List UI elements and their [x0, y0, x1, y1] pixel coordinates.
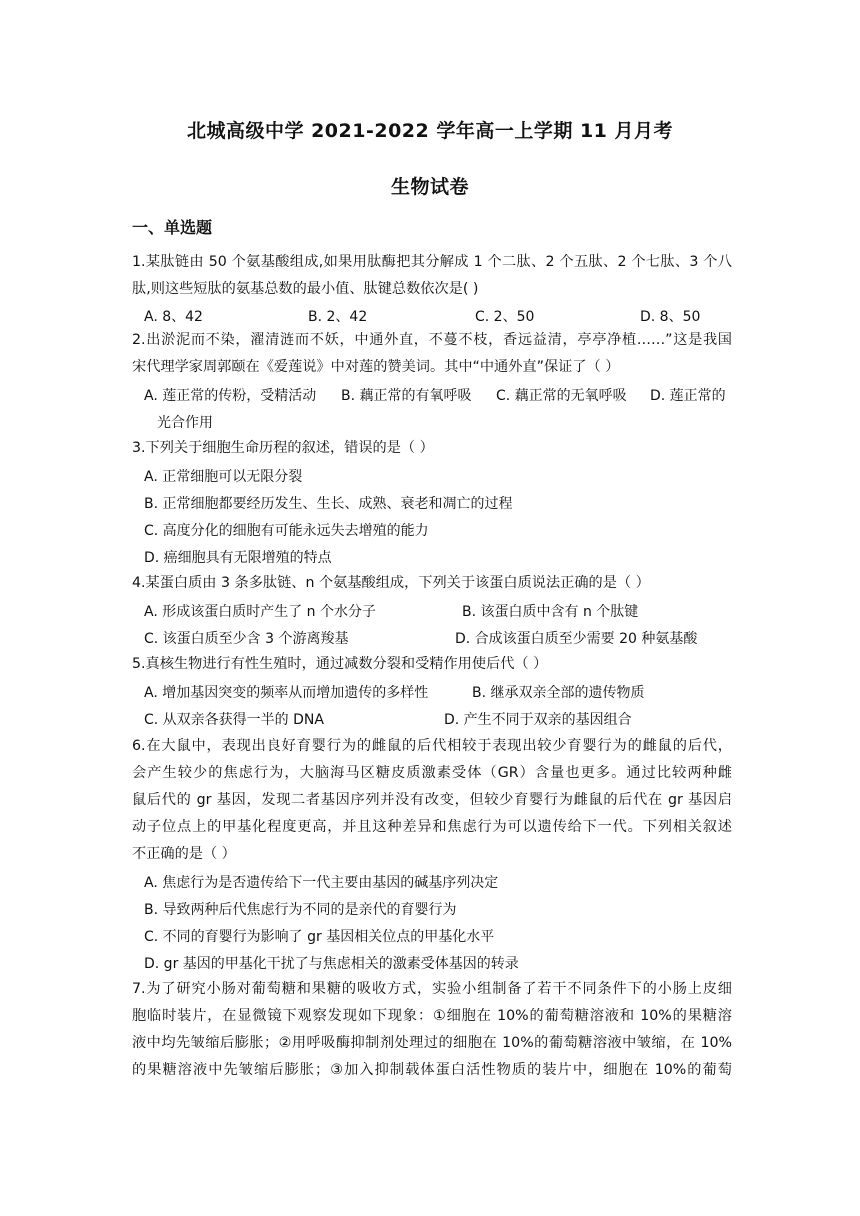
- question-6-line-5: 不正确的是（ ）: [132, 846, 236, 862]
- question-5-option-d: D. 产生不同于双亲的基因组合: [444, 712, 632, 728]
- question-2-line-2: 宋代理学家周郭颐在《爱莲说》中对莲的赞美词。其中“中通外直”保证了（ ）: [132, 359, 620, 375]
- question-5-option-c: C. 从双亲各获得一半的 DNA: [144, 712, 324, 728]
- question-3-option-b: B. 正常细胞都要经历发生、生长、成熟、衰老和凋亡的过程: [144, 496, 513, 512]
- question-6-line-2: 会产生较少的焦虑行为，大脑海马区糖皮质激素受体（GR）含量也更多。通过比较两种雌: [132, 765, 732, 781]
- question-2-line-1: 2.出淤泥而不染，濯清涟而不妖，中通外直，不蔓不枝，香远益清，亭亭净植……”这是我国: [132, 332, 732, 348]
- question-3-option-a: A. 正常细胞可以无限分裂: [144, 469, 303, 485]
- question-7-line-3: 液中均先皱缩后膨胀；②用呼吸酶抑制剂处理过的细胞在 10%的葡萄糖溶液中皱缩，在 10%: [132, 1035, 732, 1051]
- question-4-option-d: D. 合成该蛋白质至少需要 20 种氨基酸: [455, 631, 698, 647]
- question-1-option-a: A. 8、42: [144, 309, 203, 325]
- question-2-option-d-cont: 光合作用: [157, 415, 213, 431]
- question-5-option-a: A. 增加基因突变的频率从而增加遗传的多样性: [144, 685, 429, 701]
- exam-subtitle: 生物试卷: [390, 176, 469, 198]
- question-3-option-c: C. 高度分化的细胞有可能永远失去增殖的能力: [144, 523, 429, 539]
- question-6-option-b: B. 导致两种后代焦虑行为不同的是亲代的育婴行为: [144, 902, 457, 918]
- question-2-option-c: C. 藕正常的无氧呼吸: [496, 388, 627, 404]
- question-2-option-d: D. 莲正常的: [650, 388, 726, 404]
- question-1-option-d: D. 8、50: [640, 309, 701, 325]
- question-2-option-b: B. 藕正常的有氧呼吸: [341, 388, 472, 404]
- question-1-option-b: B. 2、42: [308, 309, 368, 325]
- question-5-line-1: 5.真核生物进行有性生殖时，通过减数分裂和受精作用使后代（ ）: [132, 656, 548, 672]
- question-4-option-a: A. 形成该蛋白质时产生了 n 个水分子: [144, 604, 377, 620]
- exam-title: 北城高级中学 2021-2022 学年高一上学期 11 月月考: [186, 120, 674, 142]
- question-6-option-a: A. 焦虑行为是否遗传给下一代主要由基因的碱基序列决定: [144, 875, 499, 891]
- question-3-option-d: D. 癌细胞具有无限增殖的特点: [144, 550, 332, 566]
- question-7-line-1: 7.为了研究小肠对葡萄糖和果糖的吸收方式，实验小组制备了若干不同条件下的小肠上皮细: [132, 981, 732, 997]
- question-6-line-4: 动子位点上的甲基化程度更高，并且这种差异和焦虑行为可以遗传给下一代。下列相关叙述: [132, 819, 732, 835]
- section-heading: 一、单选题: [132, 218, 213, 237]
- question-1-line-2: 肽,则这些短肽的氨基总数的最小值、肽键总数依次是( ): [132, 281, 479, 297]
- question-1-line-1: 1.某肽链由 50 个氨基酸组成,如果用肽酶把其分解成 1 个二肽、2 个五肽、2 个七肽、3 个八: [132, 254, 732, 270]
- question-4-option-b: B. 该蛋白质中含有 n 个肽键: [462, 604, 639, 620]
- question-4-option-c: C. 该蛋白质至少含 3 个游离羧基: [144, 631, 349, 647]
- question-6-line-3: 鼠后代的 gr 基因，发现二者基因序列并没有改变，但较少育婴行为雌鼠的后代在 gr 基因启: [132, 792, 732, 808]
- question-1-option-c: C. 2、50: [475, 309, 535, 325]
- question-6-option-c: C. 不同的育婴行为影响了 gr 基因相关位点的甲基化水平: [144, 929, 495, 945]
- question-3-line-1: 3.下列关于细胞生命历程的叙述，错误的是（ ）: [132, 440, 434, 456]
- question-6-line-1: 6.在大鼠中，表现出良好育婴行为的雌鼠的后代相较于表现出较少育婴行为的雌鼠的后代，: [132, 738, 732, 754]
- question-5-option-b: B. 继承双亲全部的遗传物质: [472, 685, 645, 701]
- question-4-line-1: 4.某蛋白质由 3 条多肽链、n 个氨基酸组成，下列关于该蛋白质说法正确的是（ ）: [132, 575, 650, 591]
- question-2-option-a: A. 莲正常的传粉，受精活动: [144, 388, 317, 404]
- question-7-line-4: 的果糖溶液中先皱缩后膨胀；③加入抑制载体蛋白活性物质的装片中，细胞在 10%的葡萄: [132, 1062, 732, 1078]
- question-6-option-d: D. gr 基因的甲基化干扰了与焦虑相关的激素受体基因的转录: [144, 956, 519, 972]
- question-7-line-2: 胞临时装片，在显微镜下观察发现如下现象：①细胞在 10%的葡萄糖溶液和 10%的果糖溶: [132, 1008, 732, 1024]
